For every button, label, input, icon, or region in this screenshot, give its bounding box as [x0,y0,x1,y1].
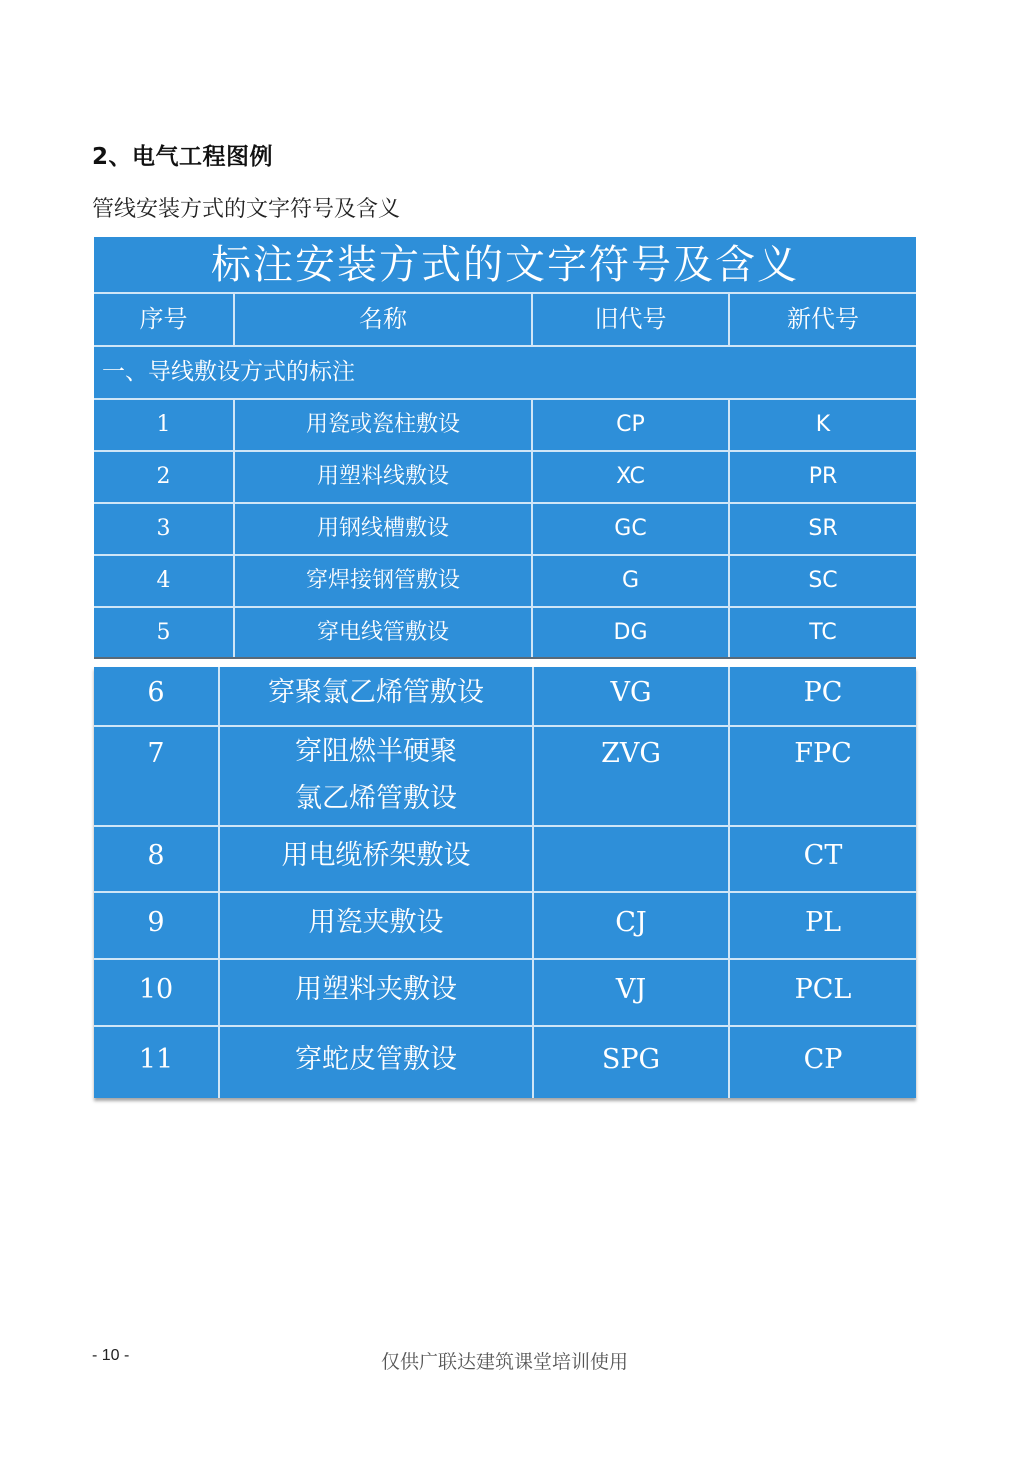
row-old-code: ZVG [532,727,728,825]
header-new-code: 新代号 [728,294,916,345]
row-new-code: PR [728,452,916,502]
row-new-code: SR [728,504,916,554]
row-name-line1: 穿聚氯乙烯管敷设 [268,677,484,708]
row-name-line1: 用电缆桥架敷设 [281,840,471,871]
row-no: 4 [156,568,171,593]
row-no: 6 [147,677,165,708]
table-row [94,727,916,827]
row-no: 3 [156,516,171,541]
row-no: 5 [156,620,171,645]
row-no: 10 [138,974,174,1005]
table-row [94,893,916,960]
row-new-code: PCL [728,960,916,1025]
row-no: 11 [138,1044,174,1075]
table-row [94,556,916,608]
header-no: 序号 [139,305,188,333]
row-new-code: K [728,400,916,450]
row-name [218,893,532,958]
header-old-code: 旧代号 [531,294,728,345]
row-old-code: SPG [532,1027,728,1098]
row-old-code: GC [531,504,728,554]
row-name [218,667,532,725]
row-name: 用钢线槽敷设 [233,504,531,554]
table-row [94,452,916,504]
table-row [94,667,916,727]
row-no: 2 [156,464,171,489]
row-name [218,960,532,1025]
header-name: 名称 [233,294,531,345]
row-old-code: CJ [532,893,728,958]
table-row [94,960,916,1027]
table-title: 标注安装方式的文字符号及含义 [94,237,916,294]
table-caption: 管线安装方式的文字符号及含义 [92,197,401,222]
row-no: 7 [147,738,165,769]
row-name: 用塑料线敷设 [233,452,531,502]
table-row [94,827,916,893]
table-section-row [94,347,916,400]
row-new-code: PL [728,893,916,958]
row-name [218,827,532,891]
table-row [94,1027,916,1098]
install-method-table-part1 [94,237,916,657]
row-new-code: FPC [728,727,916,825]
row-new-code: TC [728,608,916,657]
row-old-code: VG [532,667,728,725]
row-no: 1 [156,412,171,437]
row-new-code: PC [728,667,916,725]
row-new-code: CT [728,827,916,891]
row-no: 9 [147,907,165,938]
table-row [94,504,916,556]
row-old-code: CP [531,400,728,450]
row-old-code: XC [531,452,728,502]
row-old-code [532,827,728,891]
table-gap [94,659,916,667]
section-label: 一、导线敷设方式的标注 [102,359,355,385]
row-old-code: G [531,556,728,606]
section-heading: 2、电气工程图例 [92,144,274,170]
row-new-code: CP [728,1027,916,1098]
row-name [218,727,532,825]
table-row [94,400,916,452]
row-name-line2: 氯乙烯管敷设 [295,783,457,814]
row-name-line1: 穿阻燃半硬聚 [295,736,457,767]
footer-note: 仅供广联达建筑课堂培训使用 [380,1351,628,1373]
row-new-code: SC [728,556,916,606]
install-method-table-part2 [94,667,916,1098]
row-name: 穿焊接钢管敷设 [233,556,531,606]
row-name-line1: 用塑料夹敷设 [295,974,457,1005]
row-name-line1: 穿蛇皮管敷设 [295,1044,457,1075]
row-no: 8 [147,840,165,871]
row-name-line1: 用瓷夹敷设 [308,907,444,938]
table-header-row [94,294,916,347]
row-old-code: VJ [532,960,728,1025]
row-name: 用瓷或瓷柱敷设 [233,400,531,450]
page-number: - 10 - [92,1347,130,1364]
table-row [94,608,916,657]
row-old-code: DG [531,608,728,657]
row-name [218,1027,532,1098]
row-name: 穿电线管敷设 [233,608,531,657]
